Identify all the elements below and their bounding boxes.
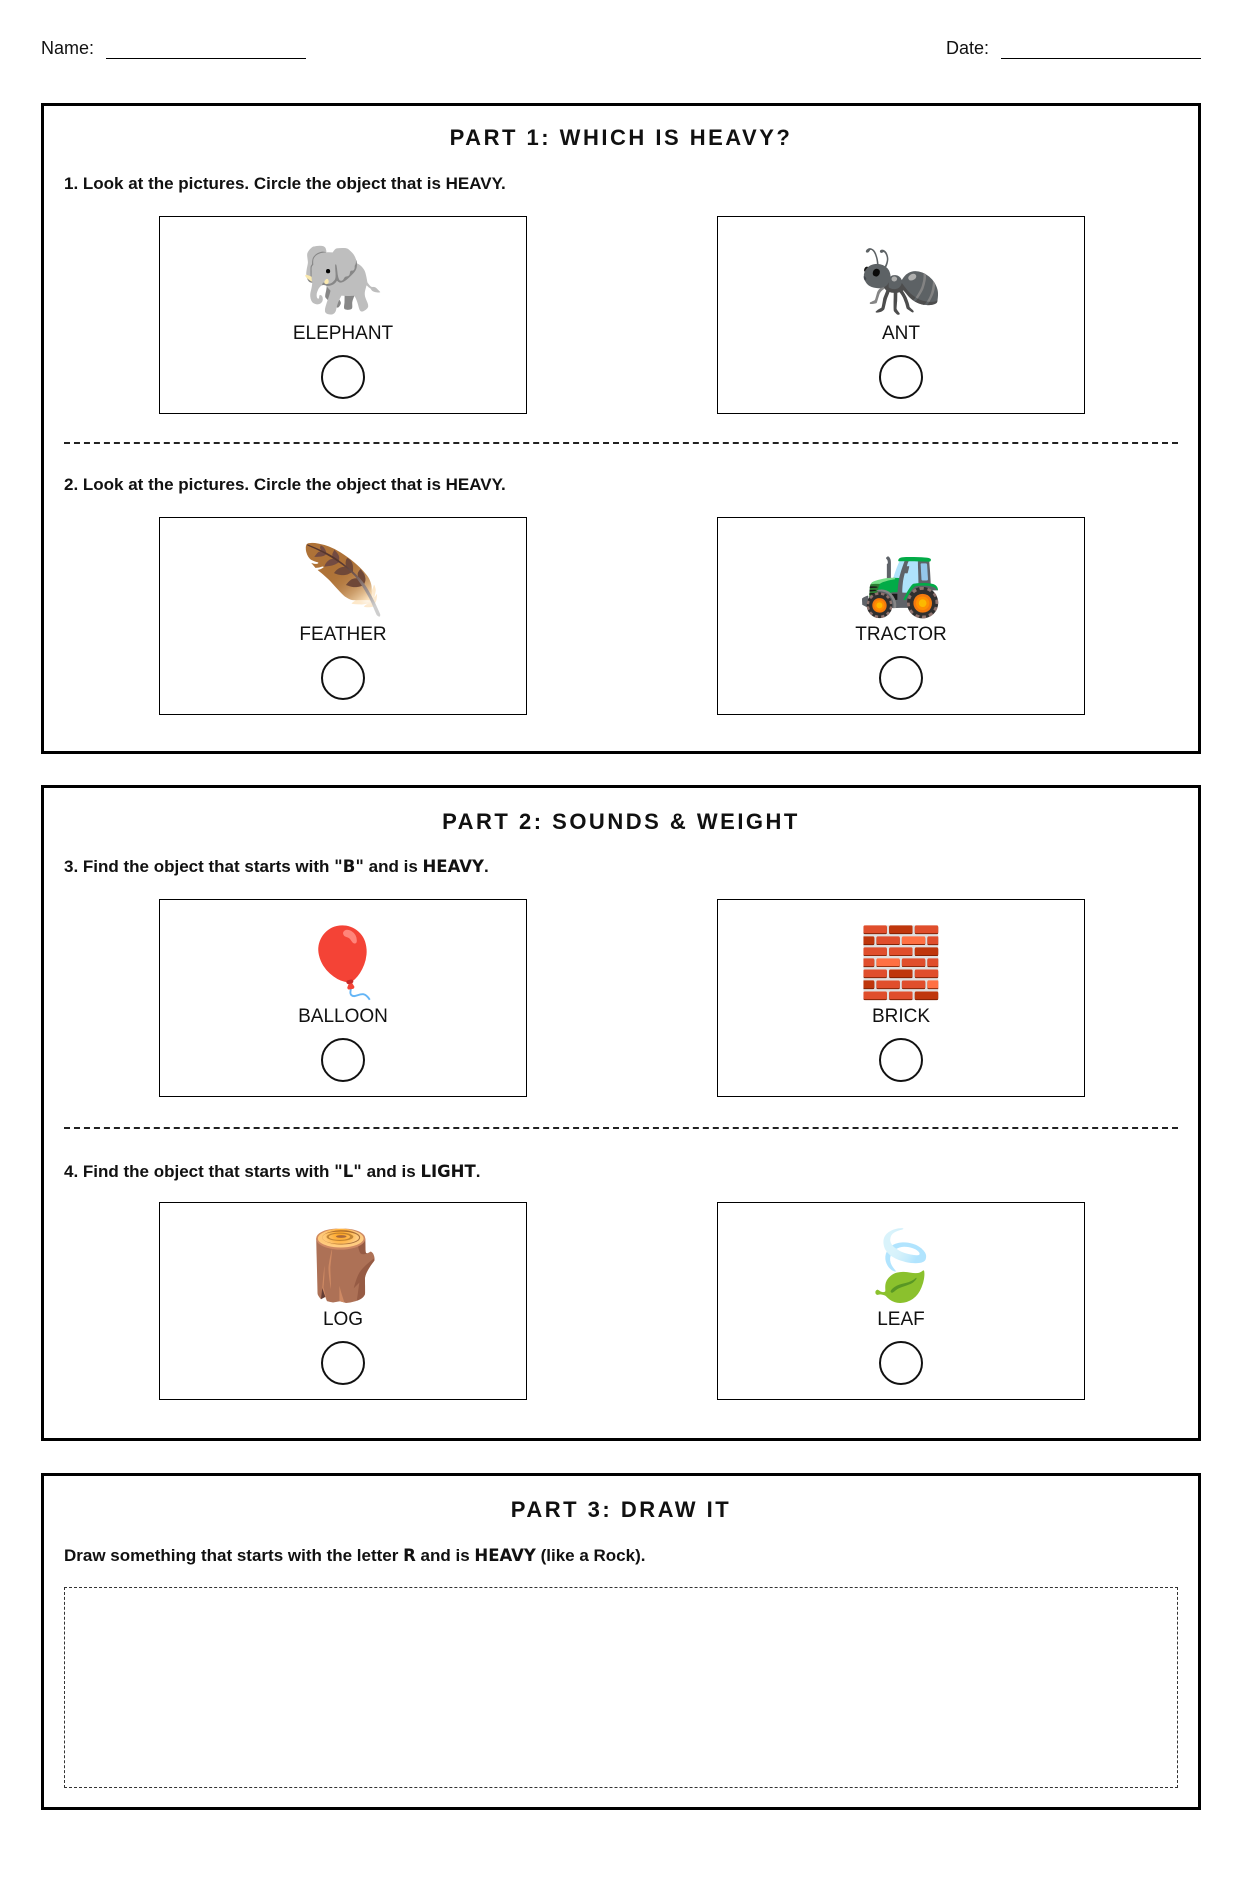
instruction-middle: and is (415, 1546, 475, 1565)
question-3-middle: and is (363, 857, 423, 876)
question-4-prefix: 4. Find the object that starts with (64, 1162, 335, 1181)
part-2-title: PART 2: SOUNDS & WEIGHT (442, 809, 800, 834)
instruction-suffix: (like a Rock). (535, 1546, 646, 1565)
ant-icon: 🐜 (858, 242, 944, 318)
option-card-leaf[interactable] (717, 1202, 1085, 1400)
feather-icon: 🪶 (300, 543, 386, 619)
option-card-feather[interactable] (159, 517, 527, 715)
leaf-icon: 🍃 (858, 1228, 944, 1304)
question-4-emphasis: LIGHT (420, 1162, 476, 1181)
option-card-ant[interactable] (717, 216, 1085, 414)
option-card-elephant[interactable] (159, 216, 527, 414)
question-divider (64, 442, 1178, 444)
answer-circle[interactable] (321, 355, 365, 399)
brick-icon: 🧱 (858, 925, 944, 1001)
answer-circle[interactable] (879, 355, 923, 399)
part-1-section (41, 103, 1201, 754)
tractor-icon: 🚜 (858, 543, 944, 619)
worksheet-header (41, 38, 1201, 68)
part-1-title: PART 1: WHICH IS HEAVY? (449, 125, 793, 150)
part-3-title: PART 3: DRAW IT (510, 1497, 732, 1522)
option-label: BRICK (871, 1006, 931, 1027)
question-4-suffix: . (475, 1162, 481, 1181)
question-3-letter: "B" (334, 857, 364, 876)
answer-circle[interactable] (879, 1341, 923, 1385)
answer-circle[interactable] (321, 656, 365, 700)
option-card-balloon[interactable] (159, 899, 527, 1097)
answer-circle[interactable] (879, 1038, 923, 1082)
name-field (41, 38, 306, 59)
name-label: Name: (41, 38, 95, 58)
answer-circle[interactable] (879, 656, 923, 700)
drawing-area[interactable] (64, 1587, 1178, 1788)
balloon-icon: 🎈 (300, 925, 386, 1001)
answer-circle[interactable] (321, 1038, 365, 1082)
option-label: ELEPHANT (292, 323, 394, 344)
part-2-section (41, 785, 1201, 1441)
question-3-text (64, 857, 489, 877)
option-card-log[interactable] (159, 1202, 527, 1400)
name-input-line[interactable] (106, 39, 306, 59)
instruction-letter: R (403, 1546, 416, 1565)
question-4-middle: and is (361, 1162, 421, 1181)
option-label: TRACTOR (855, 624, 947, 645)
question-1-text: 1. Look at the pictures. Circle the object that is HEAVY. (64, 174, 506, 193)
option-label: BALLOON (298, 1006, 388, 1027)
option-card-brick[interactable] (717, 899, 1085, 1097)
elephant-icon: 🐘 (300, 242, 386, 318)
option-label: LOG (322, 1309, 364, 1330)
date-input-line[interactable] (1001, 39, 1201, 59)
date-field (946, 38, 1201, 59)
question-4-letter: "L" (334, 1162, 362, 1181)
question-3-emphasis: HEAVY (422, 857, 484, 876)
question-divider (64, 1127, 1178, 1129)
option-label: ANT (882, 323, 920, 344)
date-label: Date: (945, 38, 989, 58)
option-label: FEATHER (299, 624, 387, 645)
option-label: LEAF (877, 1309, 925, 1330)
part-3-section (41, 1473, 1201, 1810)
question-4-text (64, 1162, 480, 1182)
question-3-suffix: . (483, 857, 489, 876)
question-2-text: 2. Look at the pictures. Circle the object that is HEAVY. (64, 475, 506, 494)
drawing-instruction (64, 1546, 645, 1566)
answer-circle[interactable] (321, 1341, 365, 1385)
instruction-emphasis: HEAVY (474, 1546, 536, 1565)
question-3-prefix: 3. Find the object that starts with (64, 857, 335, 876)
option-card-tractor[interactable] (717, 517, 1085, 715)
instruction-prefix: Draw something that starts with the letter (64, 1546, 404, 1565)
log-icon: 🪵 (300, 1228, 386, 1304)
